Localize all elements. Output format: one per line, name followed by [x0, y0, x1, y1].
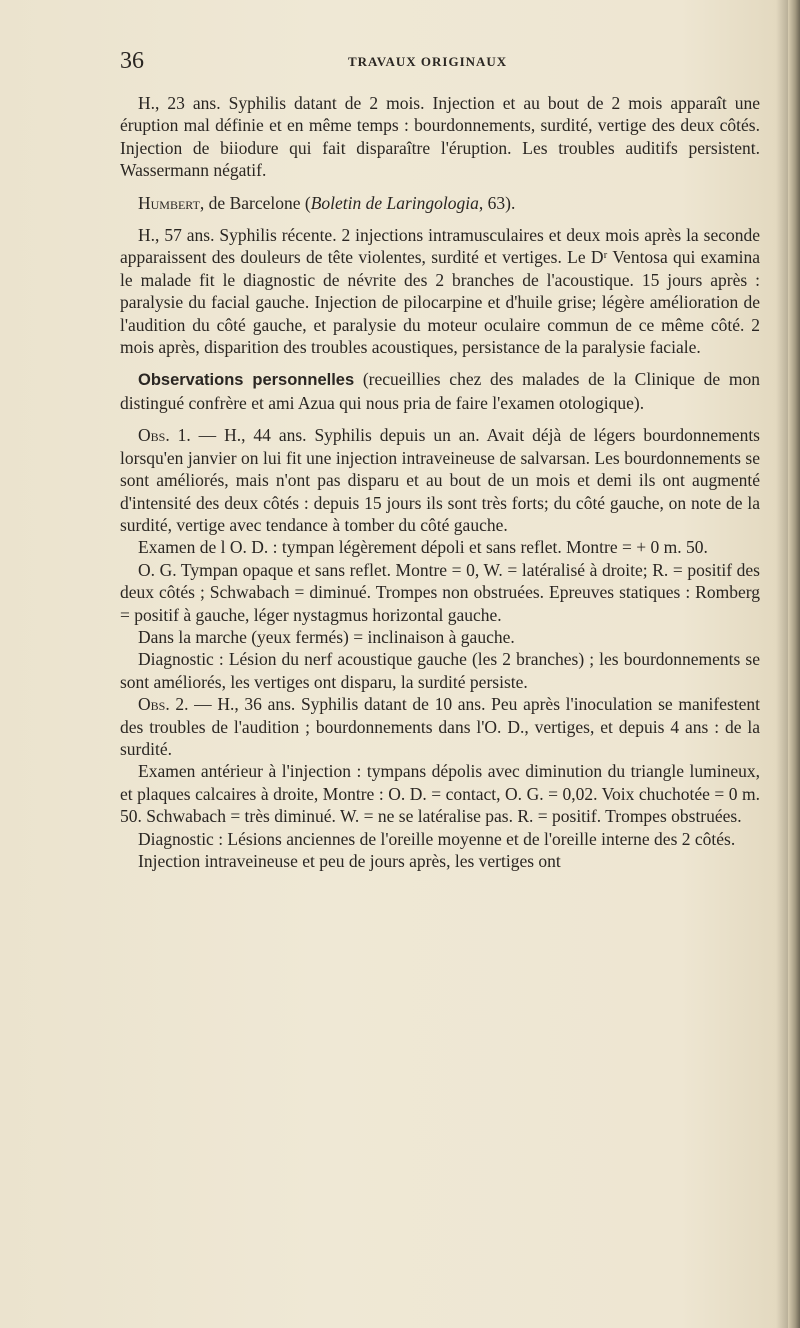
obs2-label: Obs. 2.	[138, 694, 189, 715]
author-name: Humbert	[138, 192, 200, 213]
obs2-diagnostic: Diagnostic : Lésions anciennes de l'oreille moyenne et de l'oreille interne des 2 côtés.	[138, 828, 736, 849]
article-body	[120, 92, 760, 872]
section-heading: Observations personnelles	[138, 371, 355, 390]
obs1-marche: Dans la marche (yeux fermés) = inclinaison à gauche.	[138, 626, 515, 647]
obs1-og: O. G. Tympan opaque et sans reflet. Montre = 0, W. = latéralisé à droite; R. = positif des deux côtés ; Schwabach = diminué. Trompes non obstruées. Epreuves statiques : Romberg = positif à gauche, léger nystagmus horizontal gauche.	[120, 559, 760, 625]
page-edge-shadow	[788, 0, 800, 1328]
section-intro-text: (recueillies chez des malades de la Clinique de mon distingué confrère et ami Azua qui nous pria de faire l'examen otologique).	[120, 369, 760, 413]
obs1-text: — H., 44 ans. Syphilis depuis un an. Avait déjà de légers bourdonnements lorsqu'en janvier on lui fit une injection intraveineuse de salvarsan. Les bourdonnements se sont améliorés, mais n'ont pas disparu et au bout de un mois et demi ils ont augmenté d'intensité des deux côtés : depuis 15 jours ils sont très forts; du côté gauche, on note de la surdité, vertige avec tendance à tomber du côté gauche.	[120, 425, 760, 535]
obs1-diagnostic: Diagnostic : Lésion du nerf acoustique gauche (les 2 branches) ; les bourdonnements se sont améliorés, les vertiges ont disparu, la surdité persiste.	[120, 649, 760, 692]
paragraph-case-h57: H., 57 ans. Syphilis récente. 2 injections intramusculaires et deux mois après la seconde apparaissent des douleurs de tête violentes, surdité et vertiges. Le Dʳ Ventosa qui examina le malade fit le diagnostic de névrite des 2 branches de l'acoustique. 15 jours après : paralysie du facial gauche. Injection de pilocarpine et d'huile grise; légère amélioration de l'audition du côté gauche, et paralysie du moteur oculaire commun de ce même côté. 2 mois après, disparition des troubles acoustiques, persistance de la paralysie faciale.	[120, 225, 760, 358]
running-title: TRAVAUX ORIGINAUX	[348, 54, 508, 69]
obs2-injection: Injection intraveineuse et peu de jours après, les vertiges ont	[138, 851, 561, 871]
citation-end: , 63).	[478, 192, 516, 213]
obs2-exam: Examen antérieur à l'injection : tympans dépolis avec diminution du triangle lumineux, et plaques calcaires à droite, Montre : O. D. = contact, O. G. = 0,02. Voix chuchotée = 0 m. 50. Schwabach = très diminué. W. = ne se latéralise pas. R. = positif. Trompes obstruées.	[120, 761, 760, 827]
obs2-text: — H., 36 ans. Syphilis datant de 10 ans. Peu après l'inoculation se manifestent des troubles de l'audition ; bourdonnements dans l'O. D., vertiges, et depuis 4 ans : de la surdité.	[120, 694, 760, 759]
obs1-exam: Examen de l O. D. : tympan légèrement dépoli et sans reflet. Montre = + 0 m. 50.	[138, 537, 708, 558]
page-number: 36	[120, 48, 144, 74]
paragraph-case-h23: H., 23 ans. Syphilis datant de 2 mois. Injection et au bout de 2 mois apparaît une éruption mal définie et en même temps : bourdonnements, surdité, vertige des deux côtés. Injection de biiodure qui fait disparaître l'éruption. Les troubles auditifs persistent. Wassermann négatif.	[120, 93, 760, 181]
obs1-paragraph	[120, 424, 760, 536]
journal-name: Boletin de Laringologia	[310, 192, 479, 213]
citation-middle: , de Barcelone (	[199, 192, 311, 213]
obs1-label: Obs. 1.	[138, 425, 191, 446]
page-header	[120, 46, 760, 76]
paragraph-observations-intro	[120, 368, 760, 414]
obs2-paragraph	[120, 693, 760, 760]
paragraph-citation-humbert	[120, 192, 760, 214]
